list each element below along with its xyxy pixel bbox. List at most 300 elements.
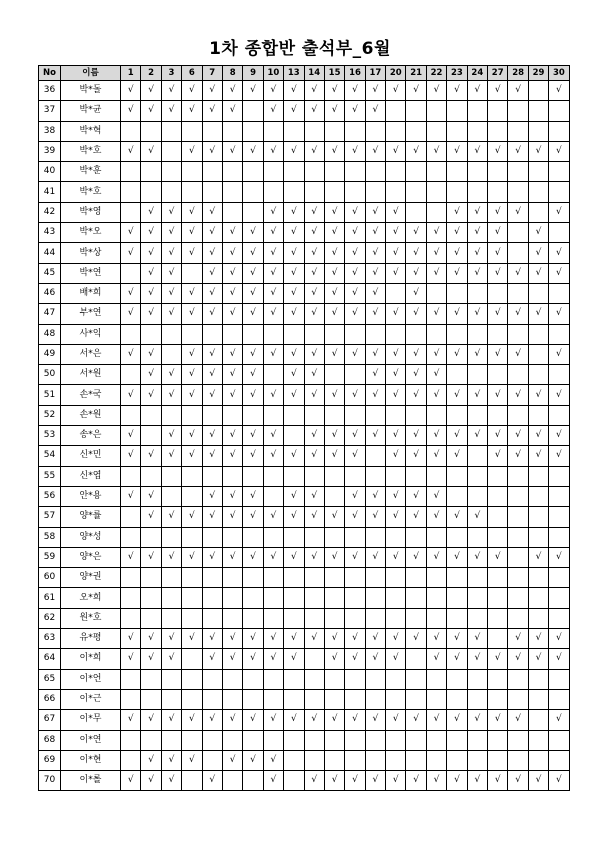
attendance-cell: √ — [284, 365, 304, 385]
header-day: 30 — [549, 66, 569, 81]
header-day: 3 — [161, 66, 181, 81]
attendance-cell — [121, 365, 141, 385]
attendance-cell: √ — [488, 81, 508, 101]
attendance-cell: √ — [182, 629, 202, 649]
attendance-cell: √ — [488, 263, 508, 283]
attendance-cell: √ — [324, 547, 344, 567]
attendance-cell: √ — [508, 629, 528, 649]
attendance-cell: √ — [406, 365, 426, 385]
attendance-cell — [386, 527, 406, 547]
attendance-cell: √ — [304, 547, 324, 567]
student-name: 박*균 — [61, 101, 121, 121]
attendance-cell: √ — [222, 283, 242, 303]
attendance-cell: √ — [345, 710, 365, 730]
attendance-cell: √ — [304, 426, 324, 446]
attendance-cell — [386, 283, 406, 303]
attendance-cell — [406, 730, 426, 750]
attendance-cell: √ — [141, 243, 161, 263]
table-row — [39, 344, 570, 364]
attendance-cell: √ — [345, 202, 365, 222]
table-row — [39, 771, 570, 791]
attendance-cell — [202, 669, 222, 689]
attendance-cell — [467, 466, 487, 486]
attendance-cell: √ — [406, 141, 426, 161]
attendance-cell: √ — [263, 101, 283, 121]
attendance-cell — [324, 365, 344, 385]
attendance-cell — [467, 568, 487, 588]
attendance-cell — [121, 182, 141, 202]
attendance-cell: √ — [182, 81, 202, 101]
attendance-cell: √ — [284, 486, 304, 506]
attendance-cell — [182, 649, 202, 669]
attendance-cell — [141, 669, 161, 689]
attendance-cell — [365, 121, 385, 141]
attendance-cell: √ — [528, 547, 548, 567]
attendance-cell — [447, 466, 467, 486]
attendance-cell — [508, 182, 528, 202]
attendance-cell — [182, 121, 202, 141]
attendance-cell: √ — [467, 202, 487, 222]
attendance-cell: √ — [467, 507, 487, 527]
attendance-cell — [467, 162, 487, 182]
attendance-cell — [406, 182, 426, 202]
attendance-cell: √ — [161, 446, 181, 466]
attendance-cell: √ — [365, 344, 385, 364]
attendance-cell: √ — [426, 223, 446, 243]
attendance-cell — [202, 182, 222, 202]
attendance-cell: √ — [141, 486, 161, 506]
header-no: No — [39, 66, 61, 81]
attendance-cell — [508, 527, 528, 547]
table-row — [39, 324, 570, 344]
attendance-cell — [467, 527, 487, 547]
attendance-cell: √ — [161, 750, 181, 770]
attendance-cell: √ — [161, 101, 181, 121]
attendance-cell — [182, 608, 202, 628]
attendance-cell: √ — [508, 202, 528, 222]
attendance-cell — [161, 527, 181, 547]
attendance-cell — [284, 689, 304, 709]
attendance-cell — [447, 730, 467, 750]
attendance-cell: √ — [426, 385, 446, 405]
attendance-cell: √ — [304, 710, 324, 730]
attendance-cell: √ — [508, 81, 528, 101]
attendance-cell: √ — [304, 365, 324, 385]
attendance-cell: √ — [222, 223, 242, 243]
attendance-cell: √ — [549, 771, 569, 791]
attendance-cell: √ — [365, 263, 385, 283]
attendance-cell — [365, 568, 385, 588]
attendance-cell: √ — [284, 710, 304, 730]
attendance-cell — [304, 588, 324, 608]
header-day: 14 — [304, 66, 324, 81]
attendance-cell: √ — [304, 141, 324, 161]
attendance-cell — [365, 669, 385, 689]
attendance-cell — [549, 669, 569, 689]
attendance-cell: √ — [386, 304, 406, 324]
row-number: 67 — [39, 710, 61, 730]
attendance-cell: √ — [549, 243, 569, 263]
attendance-cell: √ — [141, 81, 161, 101]
attendance-cell — [406, 649, 426, 669]
attendance-cell — [426, 162, 446, 182]
student-name: 박*오 — [61, 223, 121, 243]
attendance-cell: √ — [406, 629, 426, 649]
attendance-cell — [121, 608, 141, 628]
attendance-cell: √ — [528, 629, 548, 649]
attendance-cell — [508, 689, 528, 709]
attendance-cell: √ — [426, 141, 446, 161]
attendance-cell — [121, 121, 141, 141]
attendance-cell: √ — [488, 771, 508, 791]
attendance-cell: √ — [508, 771, 528, 791]
attendance-cell: √ — [365, 486, 385, 506]
attendance-cell: √ — [324, 81, 344, 101]
attendance-cell — [467, 689, 487, 709]
attendance-cell — [549, 608, 569, 628]
student-name: 이*근 — [61, 689, 121, 709]
table-row — [39, 710, 570, 730]
attendance-cell — [121, 263, 141, 283]
attendance-cell: √ — [528, 649, 548, 669]
attendance-cell — [141, 689, 161, 709]
row-number: 70 — [39, 771, 61, 791]
row-number: 66 — [39, 689, 61, 709]
student-name: 부*연 — [61, 304, 121, 324]
header-day: 9 — [243, 66, 263, 81]
attendance-cell — [284, 568, 304, 588]
attendance-cell: √ — [365, 304, 385, 324]
attendance-cell — [243, 730, 263, 750]
attendance-cell: √ — [141, 649, 161, 669]
attendance-cell — [222, 608, 242, 628]
attendance-cell — [121, 568, 141, 588]
attendance-cell — [508, 547, 528, 567]
table-row — [39, 466, 570, 486]
attendance-cell — [263, 405, 283, 425]
attendance-cell: √ — [304, 223, 324, 243]
attendance-cell: √ — [304, 507, 324, 527]
attendance-cell: √ — [345, 486, 365, 506]
attendance-cell: √ — [202, 202, 222, 222]
attendance-cell — [386, 730, 406, 750]
attendance-cell: √ — [447, 202, 467, 222]
attendance-cell: √ — [202, 81, 222, 101]
attendance-cell — [243, 568, 263, 588]
attendance-cell: √ — [121, 101, 141, 121]
attendance-cell: √ — [222, 507, 242, 527]
attendance-cell: √ — [406, 344, 426, 364]
table-row — [39, 243, 570, 263]
attendance-cell — [243, 324, 263, 344]
table-row — [39, 608, 570, 628]
attendance-cell: √ — [508, 344, 528, 364]
attendance-cell — [141, 730, 161, 750]
attendance-cell — [222, 689, 242, 709]
attendance-cell: √ — [182, 202, 202, 222]
attendance-cell: √ — [426, 507, 446, 527]
attendance-cell: √ — [284, 304, 304, 324]
attendance-cell — [528, 344, 548, 364]
table-row — [39, 486, 570, 506]
attendance-cell — [263, 365, 283, 385]
attendance-cell: √ — [365, 141, 385, 161]
attendance-cell: √ — [365, 81, 385, 101]
attendance-cell: √ — [202, 344, 222, 364]
attendance-cell — [467, 121, 487, 141]
attendance-cell — [202, 121, 222, 141]
attendance-cell — [508, 162, 528, 182]
attendance-cell: √ — [243, 426, 263, 446]
attendance-cell: √ — [426, 243, 446, 263]
attendance-cell — [263, 466, 283, 486]
attendance-cell — [426, 283, 446, 303]
attendance-cell: √ — [121, 243, 141, 263]
attendance-cell — [488, 629, 508, 649]
attendance-cell — [263, 182, 283, 202]
attendance-cell — [304, 466, 324, 486]
attendance-cell: √ — [345, 385, 365, 405]
student-name: 이*언 — [61, 669, 121, 689]
attendance-cell: √ — [222, 750, 242, 770]
attendance-cell: √ — [202, 283, 222, 303]
attendance-cell: √ — [324, 649, 344, 669]
attendance-cell: √ — [447, 649, 467, 669]
attendance-cell — [365, 324, 385, 344]
table-row — [39, 101, 570, 121]
attendance-cell — [528, 81, 548, 101]
attendance-cell: √ — [406, 507, 426, 527]
attendance-cell: √ — [304, 81, 324, 101]
attendance-cell — [222, 121, 242, 141]
table-row — [39, 669, 570, 689]
student-name: 안*용 — [61, 486, 121, 506]
attendance-cell — [121, 669, 141, 689]
attendance-cell — [508, 730, 528, 750]
row-number: 53 — [39, 426, 61, 446]
attendance-cell: √ — [447, 81, 467, 101]
attendance-cell — [324, 466, 344, 486]
page-title: 1차 종합반 출석부_6월 — [209, 39, 391, 59]
attendance-cell: √ — [141, 101, 161, 121]
attendance-cell — [508, 507, 528, 527]
attendance-cell: √ — [202, 649, 222, 669]
attendance-cell — [406, 527, 426, 547]
attendance-cell: √ — [121, 486, 141, 506]
attendance-cell: √ — [284, 629, 304, 649]
attendance-cell: √ — [243, 141, 263, 161]
attendance-cell: √ — [365, 507, 385, 527]
attendance-cell — [263, 669, 283, 689]
student-name: 이*연 — [61, 730, 121, 750]
attendance-cell: √ — [386, 243, 406, 263]
student-name: 오*희 — [61, 588, 121, 608]
table-row — [39, 507, 570, 527]
attendance-cell — [121, 162, 141, 182]
attendance-cell: √ — [549, 710, 569, 730]
attendance-cell: √ — [345, 426, 365, 446]
attendance-cell: √ — [263, 202, 283, 222]
attendance-cell — [345, 689, 365, 709]
attendance-cell — [447, 283, 467, 303]
attendance-cell — [141, 426, 161, 446]
attendance-cell: √ — [141, 223, 161, 243]
attendance-cell: √ — [365, 202, 385, 222]
attendance-cell: √ — [202, 223, 222, 243]
attendance-cell — [549, 527, 569, 547]
attendance-cell: √ — [263, 344, 283, 364]
table-row — [39, 283, 570, 303]
attendance-cell — [447, 527, 467, 547]
attendance-cell — [161, 141, 181, 161]
student-name: 박*호 — [61, 141, 121, 161]
attendance-cell — [345, 568, 365, 588]
attendance-cell: √ — [263, 385, 283, 405]
attendance-cell — [284, 750, 304, 770]
attendance-cell: √ — [202, 629, 222, 649]
attendance-cell: √ — [426, 649, 446, 669]
attendance-cell — [508, 750, 528, 770]
attendance-cell — [528, 405, 548, 425]
attendance-cell — [528, 750, 548, 770]
student-name: 이*현 — [61, 750, 121, 770]
attendance-cell — [121, 507, 141, 527]
attendance-cell — [161, 669, 181, 689]
attendance-cell: √ — [161, 547, 181, 567]
student-name: 박*호 — [61, 182, 121, 202]
attendance-cell — [386, 121, 406, 141]
attendance-cell — [161, 486, 181, 506]
attendance-cell — [365, 162, 385, 182]
attendance-cell: √ — [549, 629, 569, 649]
attendance-cell — [467, 588, 487, 608]
attendance-cell — [528, 507, 548, 527]
attendance-cell — [386, 689, 406, 709]
attendance-cell: √ — [324, 202, 344, 222]
attendance-cell — [161, 344, 181, 364]
attendance-cell: √ — [141, 365, 161, 385]
attendance-cell: √ — [528, 243, 548, 263]
attendance-cell: √ — [324, 263, 344, 283]
attendance-table — [38, 65, 570, 791]
attendance-cell — [121, 466, 141, 486]
attendance-cell — [508, 223, 528, 243]
attendance-cell — [549, 223, 569, 243]
attendance-cell — [365, 689, 385, 709]
attendance-cell — [141, 527, 161, 547]
attendance-cell — [121, 730, 141, 750]
attendance-cell — [406, 162, 426, 182]
attendance-cell: √ — [243, 304, 263, 324]
attendance-cell — [182, 689, 202, 709]
row-number: 44 — [39, 243, 61, 263]
attendance-cell: √ — [386, 446, 406, 466]
attendance-cell: √ — [324, 710, 344, 730]
attendance-cell: √ — [467, 304, 487, 324]
attendance-cell — [467, 283, 487, 303]
attendance-cell: √ — [488, 141, 508, 161]
header-day: 13 — [284, 66, 304, 81]
attendance-cell — [304, 608, 324, 628]
attendance-cell: √ — [365, 101, 385, 121]
attendance-cell: √ — [406, 426, 426, 446]
attendance-cell: √ — [386, 365, 406, 385]
attendance-cell: √ — [243, 750, 263, 770]
attendance-cell — [488, 466, 508, 486]
attendance-cell — [406, 101, 426, 121]
attendance-cell — [365, 608, 385, 628]
attendance-cell — [447, 121, 467, 141]
attendance-cell — [141, 405, 161, 425]
attendance-cell: √ — [426, 81, 446, 101]
attendance-cell — [386, 750, 406, 770]
student-name: 박*연 — [61, 263, 121, 283]
attendance-cell — [182, 771, 202, 791]
attendance-cell: √ — [488, 243, 508, 263]
student-name: 양*은 — [61, 547, 121, 567]
attendance-cell: √ — [467, 629, 487, 649]
attendance-cell — [284, 182, 304, 202]
attendance-cell: √ — [549, 446, 569, 466]
attendance-cell: √ — [161, 771, 181, 791]
attendance-cell: √ — [304, 385, 324, 405]
attendance-cell: √ — [406, 710, 426, 730]
attendance-cell — [447, 162, 467, 182]
attendance-cell: √ — [263, 710, 283, 730]
attendance-cell: √ — [304, 243, 324, 263]
attendance-cell — [284, 527, 304, 547]
student-name: 박*돌 — [61, 81, 121, 101]
attendance-cell — [222, 568, 242, 588]
attendance-cell — [263, 588, 283, 608]
attendance-cell — [549, 466, 569, 486]
header-day: 1 — [121, 66, 141, 81]
attendance-cell: √ — [426, 710, 446, 730]
attendance-cell: √ — [324, 629, 344, 649]
attendance-cell — [426, 750, 446, 770]
attendance-cell — [508, 588, 528, 608]
attendance-cell: √ — [182, 223, 202, 243]
attendance-cell: √ — [365, 710, 385, 730]
attendance-cell: √ — [345, 649, 365, 669]
attendance-cell: √ — [324, 304, 344, 324]
attendance-cell — [406, 324, 426, 344]
attendance-cell — [182, 527, 202, 547]
attendance-cell: √ — [304, 446, 324, 466]
attendance-cell — [243, 405, 263, 425]
attendance-cell — [488, 507, 508, 527]
attendance-cell — [549, 405, 569, 425]
attendance-cell — [406, 669, 426, 689]
header-day: 20 — [386, 66, 406, 81]
attendance-cell: √ — [386, 141, 406, 161]
table-row — [39, 649, 570, 669]
attendance-cell — [182, 182, 202, 202]
attendance-cell: √ — [263, 283, 283, 303]
header-day: 27 — [488, 66, 508, 81]
attendance-cell — [549, 689, 569, 709]
attendance-cell: √ — [324, 507, 344, 527]
attendance-cell: √ — [447, 629, 467, 649]
attendance-cell — [549, 588, 569, 608]
attendance-cell: √ — [345, 263, 365, 283]
attendance-cell — [284, 405, 304, 425]
attendance-cell — [528, 486, 548, 506]
attendance-cell — [488, 162, 508, 182]
attendance-cell: √ — [528, 304, 548, 324]
attendance-cell: √ — [284, 81, 304, 101]
header-day: 22 — [426, 66, 446, 81]
